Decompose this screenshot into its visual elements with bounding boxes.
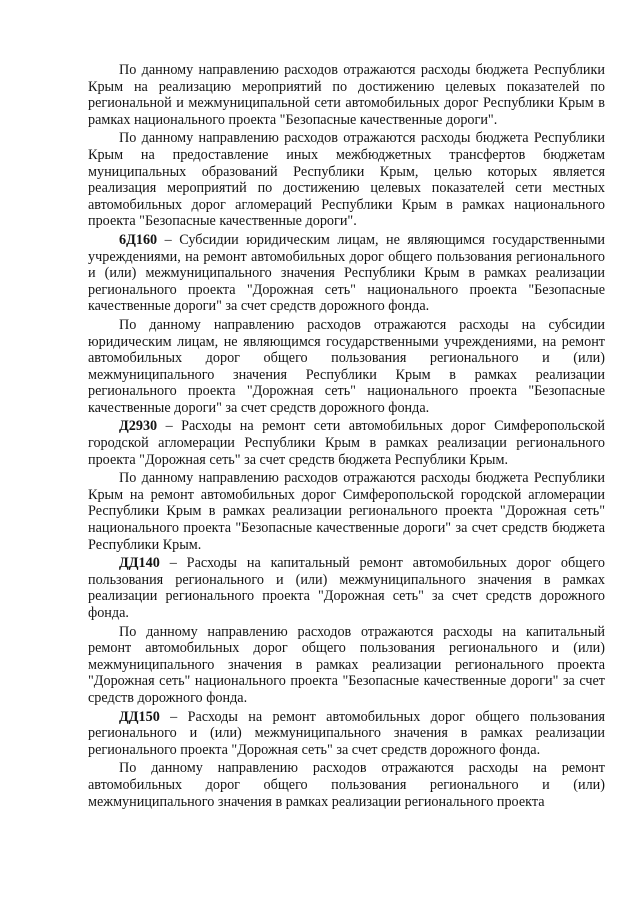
paragraph-1	[88, 62, 605, 128]
paragraph-10	[88, 760, 605, 810]
expense-code-dd150: ДД150	[119, 708, 160, 725]
paragraph-text: – Расходы на ремонт сети автомобильных дорог Симферопольской городской агломерации Республики Крым в рамках реализации регионального проекта "Дорожная сеть" за счет средств бюджета Республики Крым.	[88, 418, 605, 468]
paragraph-2	[88, 130, 605, 230]
expense-code-dd140: ДД140	[119, 555, 160, 572]
paragraph-text: По данному направлению расходов отражаются расходы на субсидии юридическим лицам, не являющимся государственными учреждениями, на ремонт автомобильных дорог общего пользования регионального и (или) межмуниципального значения Республики Крым в рамках реализации регионального проекта "Дорожная сеть" национального проекта "Безопасные качественные дороги" за счет средств дорожного фонда.	[88, 316, 605, 416]
paragraph-text: По данному направлению расходов отражаются расходы бюджета Республики Крым на реализацию мероприятий по достижению целевых показателей по региональной и межмуниципальной сети автомобильных дорог Республики Крым в рамках национального проекта "Безопасные качественные дороги".	[88, 62, 605, 128]
paragraph-text: По данному направлению расходов отражаются расходы на капитальный ремонт автомобильных дорог общего пользования регионального и (или) межмуниципального значения в рамках реализации регионального проекта "Дорожная сеть" национального проекта "Безопасные качественные дороги" за счет средств дорожного фонда.	[88, 623, 605, 706]
paragraph-text: – Расходы на капитальный ремонт автомобильных дорог общего пользования регионального и (или) межмуниципального значения в рамках реализации регионального проекта "Дорожная сеть" за счет средств дорожного фонда.	[88, 555, 605, 621]
paragraph-text: По данному направлению расходов отражаются расходы бюджета Республики Крым на ремонт автомобильных дорог Симферопольской городской агломерации Республики Крым в рамках реализации регионального проекта "Дорожная сеть" национального проекта "Безопасные качественные дороги" за счет средств бюджета Республики Крым.	[88, 470, 605, 553]
paragraph-text: По данному направлению расходов отражаются расходы бюджета Республики Крым на предоставление иных межбюджетных трансфертов бюджетам муниципальных образований Республики Крым, целью которых является реализация мероприятий по достижению целевых показателей сети местных автомобильных дорог агломераций Республики Крым в рамках национального проекта "Безопасные качественные дороги".	[88, 130, 605, 230]
paragraph-text: По данному направлению расходов отражаются расходы на ремонт автомобильных дорог общего пользования регионального и (или) межмуниципального значения в рамках реализации регионального проекта	[88, 760, 605, 810]
document-page	[88, 62, 605, 812]
paragraph-text: – Субсидии юридическим лицам, не являющимся государственными учреждениями, на ремонт автомобильных дорог общего пользования регионального и (или) межмуниципального значения Республики Крым в рамках реализации регионального проекта "Дорожная сеть" национального проекта "Безопасные качественные дороги" за счет средств дорожного фонда.	[88, 231, 605, 315]
paragraph-3	[88, 232, 605, 315]
paragraph-8	[88, 624, 605, 707]
expense-code-6d160: 6Д160	[119, 231, 158, 248]
paragraph-text: – Расходы на ремонт автомобильных дорог общего пользования регионального и (или) межмуниципального значения в рамках реализации регионального проекта "Дорожная сеть" за счет средств дорожного фонда.	[88, 708, 605, 758]
paragraph-7	[88, 555, 605, 621]
paragraph-6	[88, 470, 605, 553]
expense-code-d2930: Д2930	[119, 418, 158, 435]
paragraph-5	[88, 418, 605, 468]
paragraph-9	[88, 709, 605, 759]
paragraph-4	[88, 317, 605, 417]
